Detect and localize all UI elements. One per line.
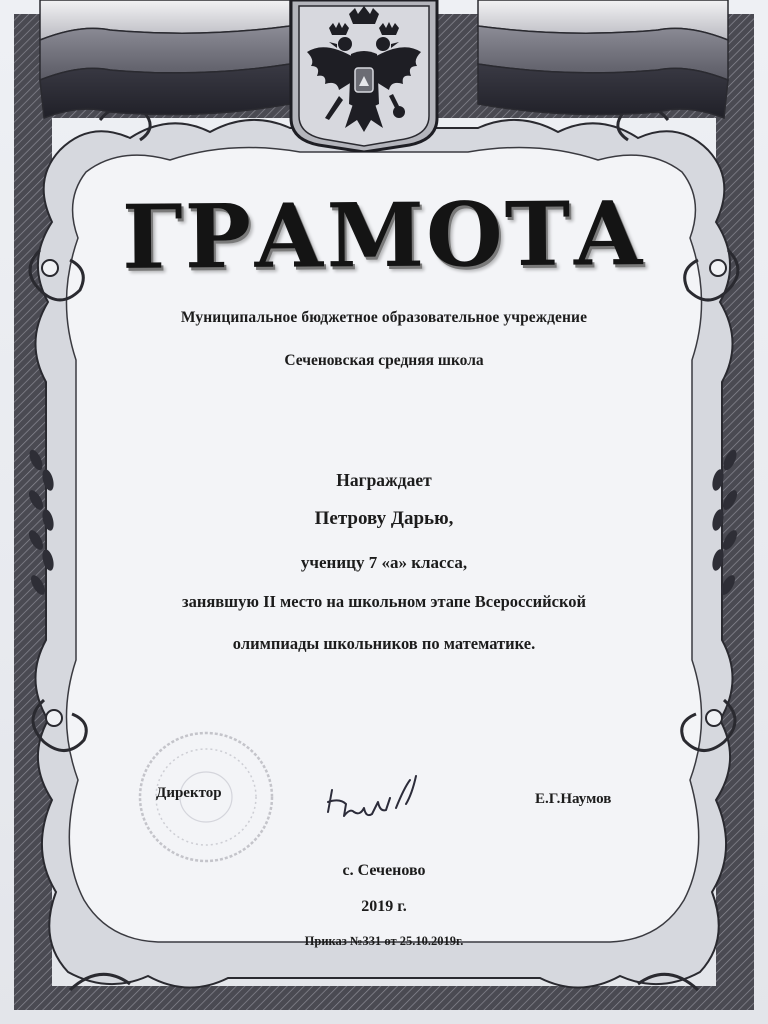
signer-name: Е.Г.Наумов [535,791,612,807]
order-reference: Приказ №331 от 25.10.2019г. [304,934,464,948]
certificate-title: ГРАМОТА [121,181,647,289]
award-verb: Награждает [336,470,432,490]
flag-ribbon-left [40,0,290,118]
institution-name-line-2: Сеченовская средняя школа [284,352,484,369]
achievement-line-1: занявшую II место на школьном этапе Всероссийской [181,592,587,611]
institution-name-line-1: Муниципальное бюджетное образовательное учреждение [180,309,588,326]
issue-year: 2019 г. [361,898,407,915]
issue-place: с. Сеченово [342,862,426,879]
recipient-name: Петрову Дарью, [314,508,454,529]
signer-role: Директор [156,785,222,801]
flag-ribbon-right [478,0,728,118]
recipient-class: ученицу 7 «а» класса, [300,553,468,572]
director-signature [320,768,430,828]
achievement-line-2: олимпиады школьников по математике. [232,634,536,653]
coat-of-arms-emblem [285,0,443,152]
